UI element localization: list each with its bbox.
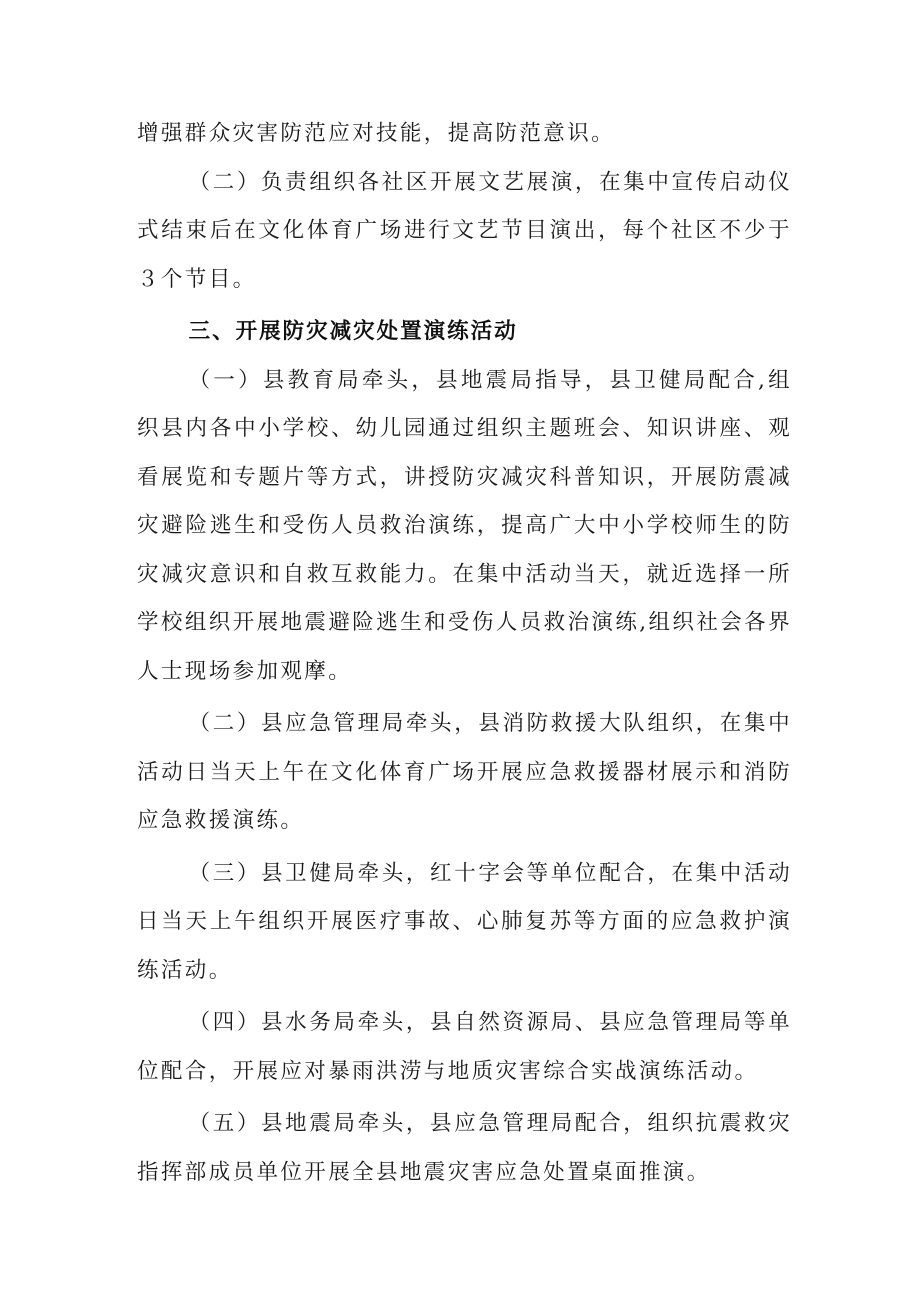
document-body [137,110,792,1197]
paragraph-section3-item1: （一）县教育局牵头，县地震局指导，县卫健局配合,组织县内各中小学校、幼儿园通过组织主题班会、知识讲座、观看展览和专题片等方式，讲授防灾减灾科普知识，开展防震减灾避险逃生和受伤人员救治演练，提高广大中小学校师生的防灾减灾意识和自救互救能力。在集中活动当天，就近选择一所学校组织开展地震避险逃生和受伤人员救治演练,组织社会各界人士现场参加观摩。 [137,367,792,684]
paragraph-section3-item3: （三）县卫健局牵头，红十字会等单位配合，在集中活动日当天上午组织开展医疗事故、心肺复苏等方面的应急救护演练活动。 [137,860,792,983]
paragraph-section3-item5: （五）县地震局牵头，县应急管理局配合，组织抗震救灾指挥部成员单位开展全县地震灾害应急处置桌面推演。 [137,1111,792,1185]
paragraph-section3-item2: （二）县应急管理局牵头，县消防救援大队组织，在集中活动日当天上午在文化体育广场开展应急救援器材展示和消防应急救援演练。 [137,711,792,833]
paragraph-section3-item4: （四）县水务局牵头，县自然资源局、县应急管理局等单位配合，开展应对暴雨洪涝与地质灾害综合实战演练活动。 [137,1010,792,1084]
paragraph-intro-tail: 增强群众灾害防范应对技能，提高防范意识。 [137,121,616,146]
paragraph-section2-item2: （二）负责组织各社区开展文艺展演，在集中宣传启动仪式结束后在文化体育广场进行文艺节目演出，每个社区不少于３个节目。 [137,169,792,292]
section3-heading: 三、开展防灾减灾处置演练活动 [188,319,518,344]
